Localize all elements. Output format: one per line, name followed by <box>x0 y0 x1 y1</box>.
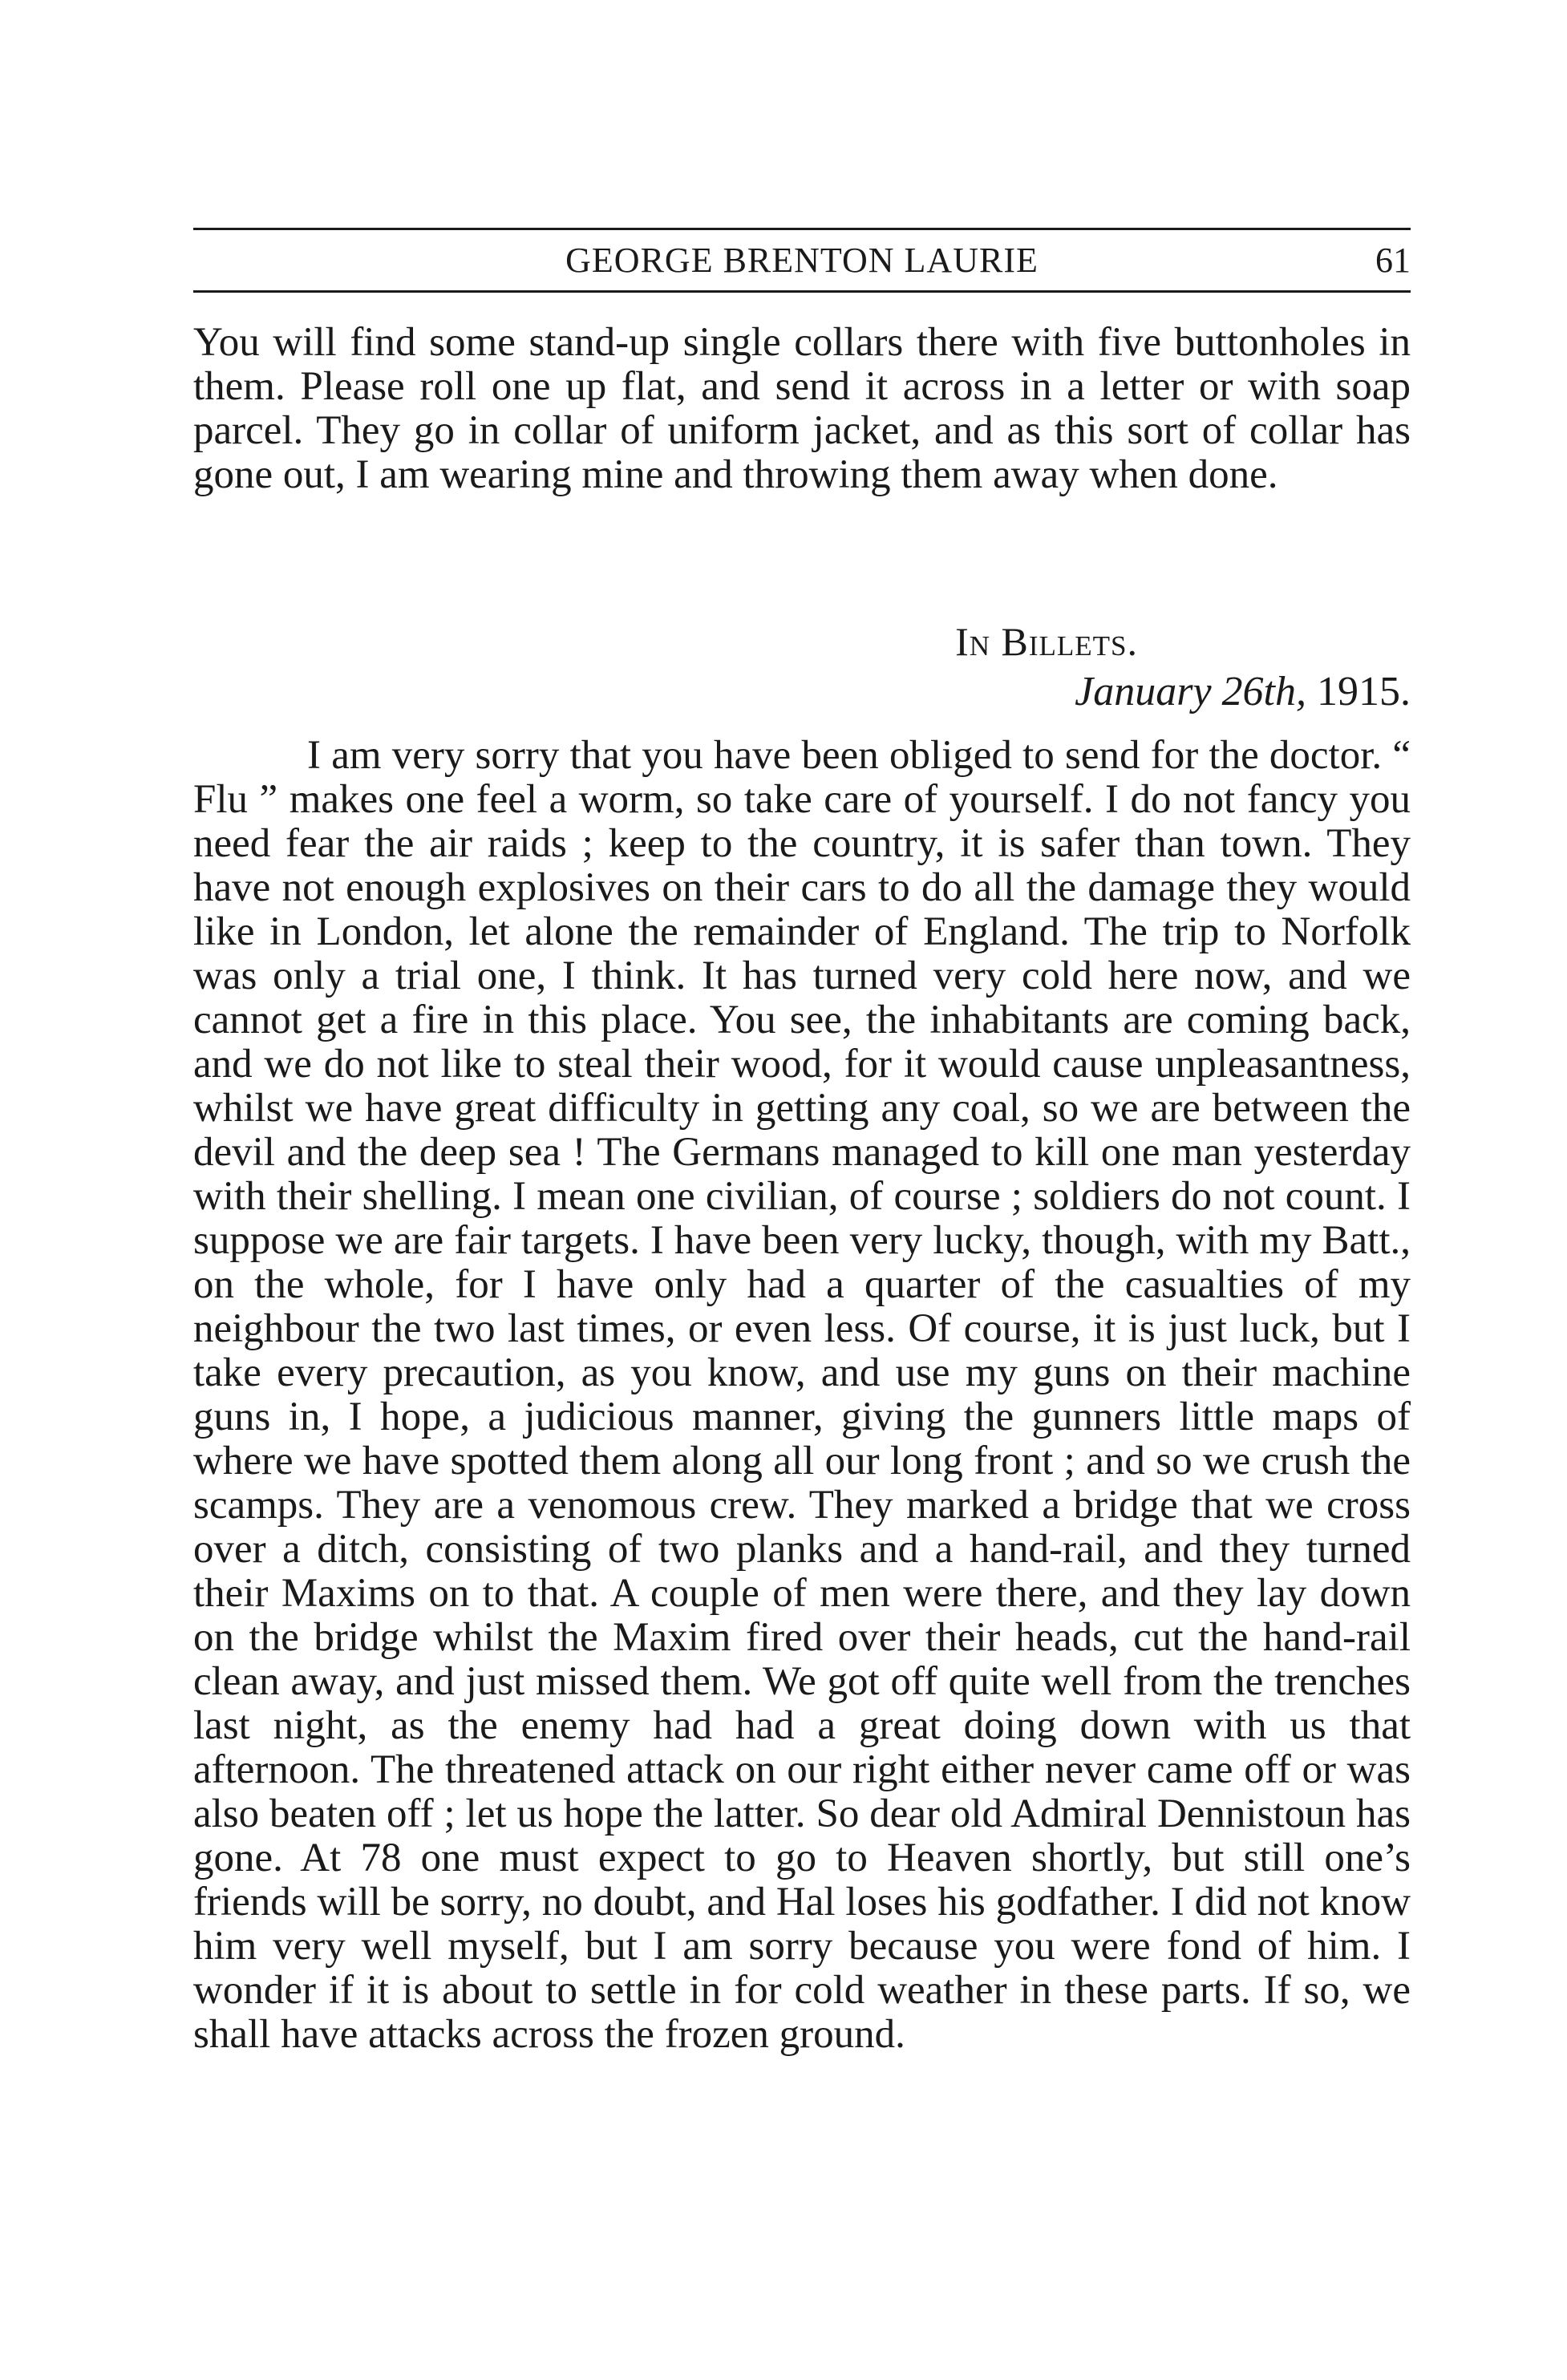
opening-paragraph-block <box>193 321 1411 497</box>
opening-paragraph: You will find some stand-up single collars there with five buttonholes in them. Please roll one up flat, and send it across in a letter or with soap parcel. They go in collar of uniform jacket, and as this sort of collar has gone out, I am wearing mine and throwing them away when done. <box>193 320 1411 497</box>
letter-date <box>193 667 1411 717</box>
header-top-rule <box>193 228 1411 230</box>
header-bottom-rule <box>193 290 1411 293</box>
running-head-title: GEORGE BRENTON LAURIE <box>565 241 1039 280</box>
letter-date-month: January 26th, <box>1075 669 1306 714</box>
letter-body-paragraph: I am very sorry that you have been obliged to send for the doctor. “ Flu ” makes one feel a worm, so take care of yourself. I do not fancy you need fear the air raids ; keep to the country, it is safer than town. They have not enough explosives on their cars to do all the damage they would like in London, let alone the remainder of England. The trip to Norfolk was only a trial one, I think. It has turned very cold here now, and we cannot get a fire in this place. You see, the inhabitants are coming back, and we do not like to steal their wood, for it would cause unpleasantness, whilst we have great difficulty in getting any coal, so we are between the devil and the deep sea ! The Germans managed to kill one man yesterday with their shelling. I mean one civilian, of course ; soldiers do not count. I suppose we are fair targets. I have been very lucky, though, with my Batt., on the whole, for I have only had a quarter of the casualties of my neighbour the two last times, or even less. Of course, it is just luck, but I take every precaution, as you know, and use my guns on their machine guns in, I hope, a judicious manner, giving the gunners little maps of where we have spotted them along all our long front ; and so we crush the scamps. They are a venomous crew. They marked a bridge that we cross over a ditch, consisting of two planks and a hand-rail, and they turned their Maxims on to that. A couple of men were there, and they lay down on the bridge whilst the Maxim fired over their heads, cut the hand-rail clean away, and just missed them. We got off quite well from the trenches last night, as the enemy had had a great doing down with us that afternoon. The threatened attack on our right either never came off or was also beaten off ; let us hope the latter. So dear old Admiral Dennistoun has gone. At 78 one must expect to go to Heaven shortly, but still one’s friends will be sorry, no doubt, and Hal loses his godfather. I did not know him very well myself, but I am sorry because you were fond of him. I wonder if it is about to settle in for cold weather in these parts. If so, we shall have attacks across the frozen ground. <box>193 733 1411 2057</box>
letter-place-heading: In Billets. <box>955 619 1138 664</box>
page-number: 61 <box>1375 241 1411 280</box>
letter-date-year: 1915. <box>1317 669 1411 714</box>
letter-body-block <box>193 734 1411 2057</box>
